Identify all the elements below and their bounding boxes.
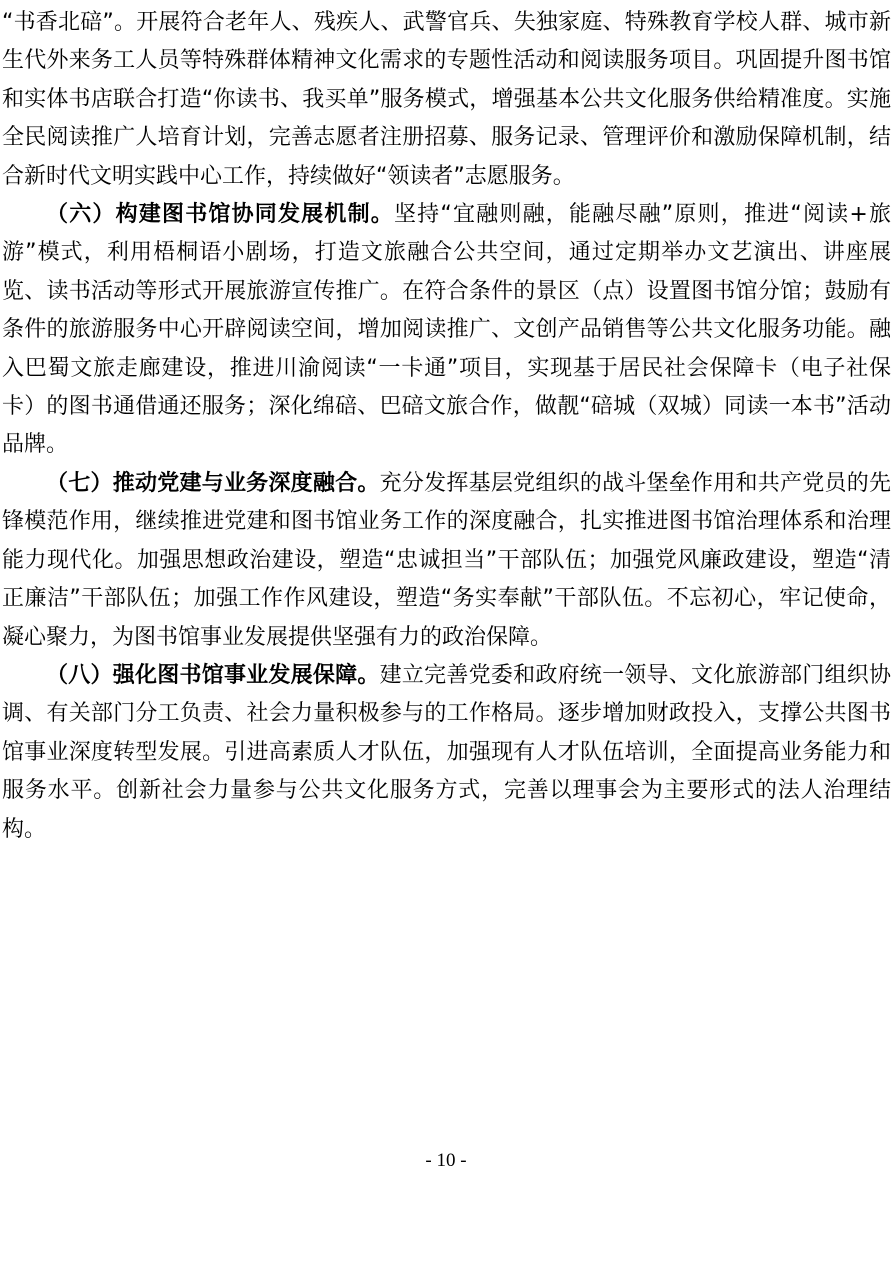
page-number: - 10 - [425,1150,467,1171]
paragraph-text: 坚持“宜融则融，能融尽融”原则，推进“阅读+旅游”模式，利用梧桐语小剧场，打造文旅融合公共空间，通过定期举办文艺演出、讲座展览、读书活动等形式开展旅游宣传推广。在符合条件的景区（点）设置图书馆分馆；鼓励有条件的旅游服务中心开辟阅读空间，增加阅读推广、文创产品销售等公共文化服务功能。融入巴蜀文旅走廊建设，推进川渝阅读“一卡通”项目，实现基于居民社会保障卡（电子社保卡）的图书通借通还服务；深化绵碚、巴碚文旅合作，做靓“碚城（双城）同读一本书”活动品牌。 [2,202,891,458]
paragraph-text: 建立完善党委和政府统一领导、文化旅游部门组织协调、有关部门分工负责、社会力量积极参与的工作格局。逐步增加财政投入，支撑公共图书馆事业深度转型发展。引进高素质人才队伍，加强现有人才队伍培训，全面提高业务能力和服务水平。创新社会力量参与公共文化服务方式，完善以理事会为主要形式的法人治理结构。 [2,662,891,842]
paragraph-continuation [2,4,891,196]
section-heading: （八）强化图书馆事业发展保障。 [46,662,380,688]
paragraph-text: 充分发挥基层党组织的战斗堡垒作用和共产党员的先锋模范作用，继续推进党建和图书馆业务工作的深度融合，扎实推进图书馆治理体系和治理能力现代化。加强思想政治建设，塑造“忠诚担当”干部队伍；加强党风廉政建设，塑造“清正廉洁”干部队伍；加强工作作风建设，塑造“务实奉献”干部队伍。不忘初心，牢记使命，凝心聚力，为图书馆事业发展提供坚强有力的政治保障。 [2,470,891,650]
paragraph-section-7 [2,465,891,657]
paragraph-section-6 [2,196,891,465]
paragraph-section-8 [2,657,891,849]
document-body [2,4,891,849]
section-heading: （七）推动党建与业务深度融合。 [46,470,380,496]
paragraph-text: “书香北碚”。开展符合老年人、残疾人、武警官兵、失独家庭、特殊教育学校人群、城市新生代外来务工人员等特殊群体精神文化需求的专题性活动和阅读服务项目。巩固提升图书馆和实体书店联合打造“你读书、我买单”服务模式，增强基本公共文化服务供给精准度。实施全民阅读推广人培育计划，完善志愿者注册招募、服务记录、管理评价和激励保障机制，结合新时代文明实践中心工作，持续做好“领读者”志愿服务。 [2,10,891,189]
section-heading: （六）构建图书馆协同发展机制。 [46,202,394,228]
